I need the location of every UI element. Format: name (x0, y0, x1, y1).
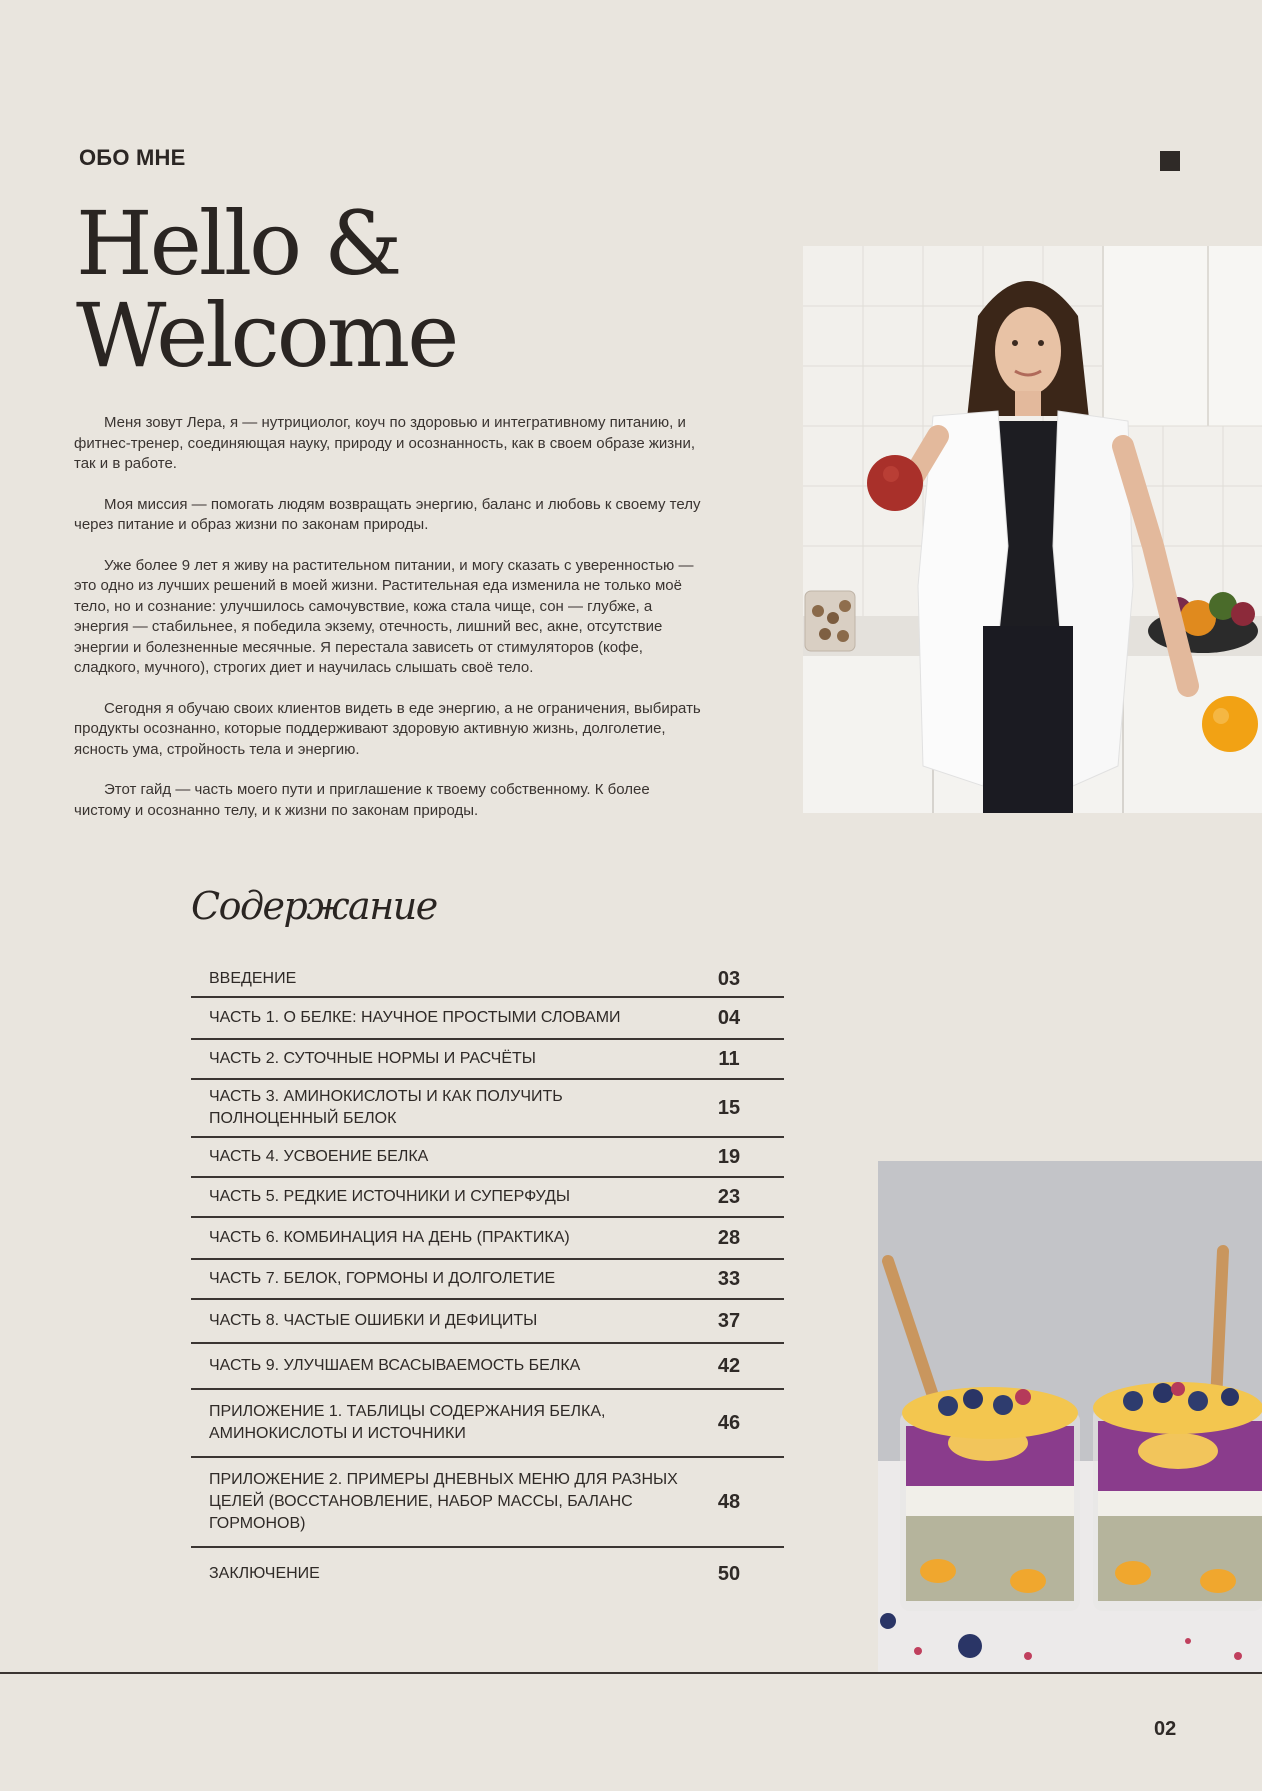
table-of-contents (191, 962, 784, 1600)
toc-item-page: 46 (717, 1411, 741, 1434)
toc-item-page: 48 (717, 1490, 741, 1513)
toc-row[interactable] (191, 1390, 784, 1458)
toc-item-label: ЧАСТЬ 3. АМИНОКИСЛОТЫ И КАК ПОЛУЧИТЬ ПОЛНОЦЕННЫЙ БЕЛОК (209, 1088, 563, 1127)
intro-paragraph: Уже более 9 лет я живу на растительном питании, и могу сказать с уверенностью — это одно из лучших решений в моей жизни. Растительная еда изменила не только моё тело, но и сознание: улучшилось самочувствие, кожа стала чище, сон — глубже, а энергия — стабильнее, я победила экзему, отечность, лишний вес, акне, отсутствие энергии и болезненные месячные. Я перестала зависеть от стимуляторов (кофе, сладкого, мучного), строгих диет и научилась слышать своё тело. (74, 556, 694, 676)
toc-item-page: 04 (717, 1006, 741, 1029)
toc-row[interactable] (191, 998, 784, 1040)
intro-text (74, 413, 704, 841)
title-line-1: Hello & (76, 192, 400, 295)
toc-item-label: ЧАСТЬ 6. КОМБИНАЦИЯ НА ДЕНЬ (ПРАКТИКА) (209, 1229, 570, 1246)
toc-item-label: ЗАКЛЮЧЕНИЕ (209, 1565, 320, 1582)
intro-paragraph: Сегодня я обучаю своих клиентов видеть в еде энергию, а не ограничения, выбирать продукты осознанно, которые поддерживают здоровую активную жизнь, долголетие, ясность ума, стройность тела и энергию. (74, 699, 701, 758)
toc-row[interactable] (191, 962, 784, 998)
toc-item-page: 33 (717, 1267, 741, 1290)
toc-item-page: 28 (717, 1226, 741, 1249)
toc-title: Содержание (191, 884, 437, 928)
toc-item-label: ПРИЛОЖЕНИЕ 2. ПРИМЕРЫ ДНЕВНЫХ МЕНЮ ДЛЯ РАЗНЫХ ЦЕЛЕЙ (ВОССТАНОВЛЕНИЕ, НАБОР МАССЫ, БАЛАНС ГОРМОНОВ) (209, 1471, 678, 1532)
toc-item-page: 11 (718, 1047, 740, 1070)
toc-row[interactable] (191, 1260, 784, 1300)
toc-item-page: 03 (717, 967, 741, 990)
page-number: 02 (1154, 1718, 1177, 1740)
intro-paragraph: Этот гайд — часть моего пути и приглашение к твоему собственному. К более чистому и осознанно телу, и к жизни по законам природы. (74, 781, 650, 819)
toc-row[interactable] (191, 1178, 784, 1218)
toc-item-label: ЧАСТЬ 4. УСВОЕНИЕ БЕЛКА (209, 1148, 429, 1165)
toc-item-page: 23 (717, 1185, 741, 1208)
section-label: ОБО МНЕ (79, 145, 186, 170)
toc-row[interactable] (191, 1458, 784, 1548)
toc-item-page: 19 (717, 1145, 741, 1168)
footer-divider (0, 1672, 1262, 1674)
toc-item-page: 37 (717, 1309, 741, 1332)
toc-item-label: ЧАСТЬ 7. БЕЛОК, ГОРМОНЫ И ДОЛГОЛЕТИЕ (209, 1270, 556, 1287)
intro-paragraph: Моя миссия — помогать людям возвращать энергию, баланс и любовь к своему телу через питание и образ жизни по законам природы. (74, 495, 701, 533)
author-photo (803, 246, 1262, 813)
toc-row[interactable] (191, 1344, 784, 1390)
title-line-2: Welcome (76, 284, 457, 387)
toc-item-label: ЧАСТЬ 1. О БЕЛКЕ: НАУЧНОЕ ПРОСТЫМИ СЛОВАМИ (209, 1009, 621, 1026)
toc-row[interactable] (191, 1300, 784, 1344)
toc-item-label: ЧАСТЬ 2. СУТОЧНЫЕ НОРМЫ И РАСЧЁТЫ (209, 1050, 536, 1067)
toc-item-page: 50 (717, 1562, 741, 1585)
toc-row[interactable] (191, 1138, 784, 1178)
toc-item-label: ЧАСТЬ 5. РЕДКИЕ ИСТОЧНИКИ И СУПЕРФУДЫ (209, 1188, 570, 1205)
toc-row[interactable] (191, 1080, 784, 1138)
toc-item-label: ЧАСТЬ 9. УЛУЧШАЕМ ВСАСЫВАЕМОСТЬ БЕЛКА (209, 1357, 581, 1374)
intro-paragraph: Меня зовут Лера, я — нутрициолог, коуч по здоровью и интегративному питанию, и фитнес-тренер, соединяющая науку, природу и осознанность, как в своем образе жизни, так и в работе. (74, 414, 696, 472)
toc-item-page: 42 (717, 1354, 741, 1377)
toc-row[interactable] (191, 1040, 784, 1080)
toc-item-label: ВВЕДЕНИЕ (209, 970, 297, 987)
toc-item-label: ПРИЛОЖЕНИЕ 1. ТАБЛИЦЫ СОДЕРЖАНИЯ БЕЛКА, АМИНОКИСЛОТЫ И ИСТОЧНИКИ (209, 1403, 606, 1442)
toc-row[interactable] (191, 1548, 784, 1600)
dessert-photo (878, 1161, 1262, 1673)
page-title (76, 192, 457, 387)
decorative-square (1160, 151, 1180, 171)
toc-row[interactable] (191, 1218, 784, 1260)
toc-item-page: 15 (717, 1096, 741, 1119)
toc-item-label: ЧАСТЬ 8. ЧАСТЫЕ ОШИБКИ И ДЕФИЦИТЫ (209, 1312, 538, 1329)
